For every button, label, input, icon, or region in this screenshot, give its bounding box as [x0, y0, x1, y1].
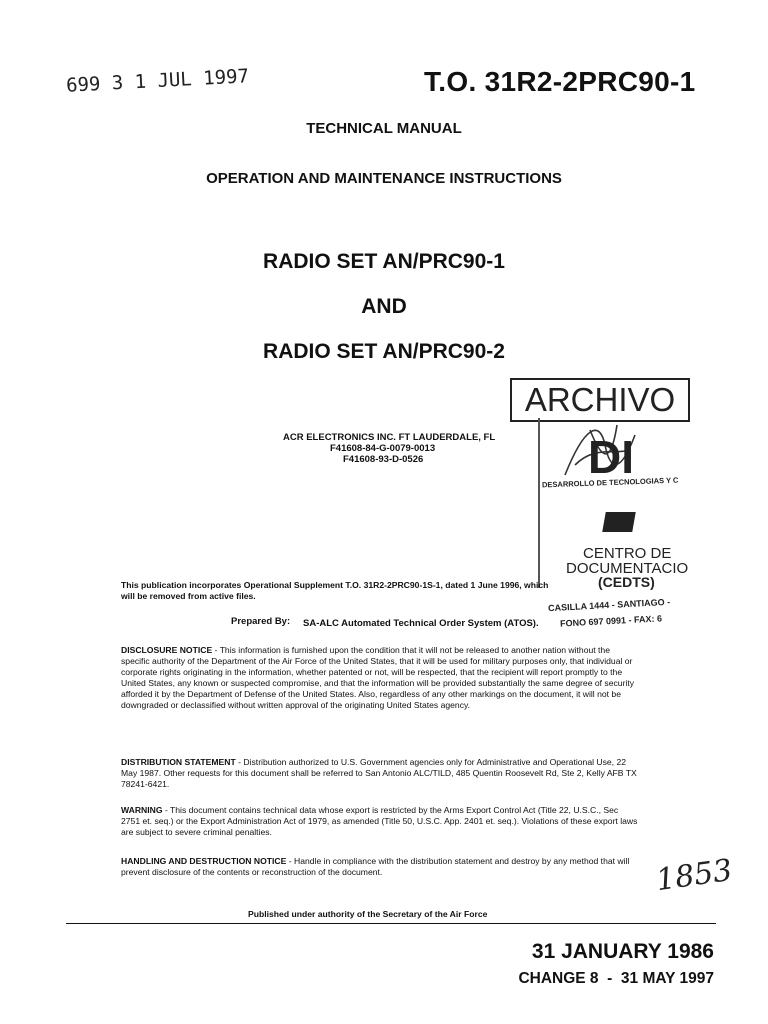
warning-text: - This document contains technical data whose export is restricted by the Arms Export Control Act (Title 22, U.S.C., Sec 2751 et. seq.) or the Export Administration Act of 1979, as amended (Title 50, U.S.C. App. 2401 et. seq.). Violations of these export laws are subject to severe criminal penalties. — [121, 805, 638, 837]
to-number: T.O. 31R2-2PRC90-1 — [424, 66, 696, 97]
stamp-fono: FONO 697 0991 - FAX: 6 — [559, 613, 663, 629]
stamp-desarrollo: DESARROLLO DE TECNOLOGIAS Y C — [541, 475, 679, 490]
warning-notice — [121, 805, 639, 838]
distribution-statement — [121, 757, 639, 790]
disclosure-text: - This information is furnished upon the condition that it will not be released to another nation without the specific authority of the Department of the Air Force of the United States, that it will be used for military purposes only, that individual or corporate rights originating in the information, whether patented or not, will be respected, that the recipient will report promptly to the United States, any known or suspected compromise, and that the information will be provided substantially the same degree of security afforded it by the Department of Defense of the United States. Also, regardless of any other markings on the document, it will not be downgraded or declassified without written approval of the originating United States agency. — [121, 645, 635, 710]
distribution-heading: DISTRIBUTION STATEMENT — [121, 757, 236, 767]
disclosure-notice — [121, 645, 639, 711]
publication-date: 31 JANUARY 1986 — [531, 940, 714, 963]
handling-heading: HANDLING AND DESTRUCTION NOTICE — [121, 856, 287, 866]
contract-number-1: F41608-84-G-0079-0013 — [330, 443, 436, 454]
prepared-by-label: Prepared By: — [231, 616, 291, 627]
change-date: CHANGE 8 - 31 MAY 1997 — [518, 970, 714, 987]
title-radio-set-1: RADIO SET AN/PRC90-1 — [263, 250, 505, 273]
manual-subtitle: OPERATION AND MAINTENANCE INSTRUCTIONS — [206, 170, 562, 187]
stamp-letter: DI — [588, 431, 634, 483]
stamp-documentacion: DOCUMENTACIO — [566, 560, 689, 577]
disclosure-heading: DISCLOSURE NOTICE — [121, 645, 213, 655]
supplement-note: This publication incorporates Operational Supplement T.O. 31R2-2PRC90-1S-1, dated 1 June 1996, which will be removed from active files. — [121, 580, 549, 601]
stamp-ink-mark — [602, 512, 636, 532]
handwritten-date: 699 3 1 JUL 1997 — [65, 65, 250, 97]
stamp-centro: CENTRO DE — [583, 545, 672, 562]
distribution-text: - Distribution authorized to U.S. Government agencies only for Administrative and Operational Use, 22 May 1987. Other requests for this document shall be referred to San Antonio ALC/TILD, 485 Quentin Roosevelt Rd, Ste 2, Kelly AFB TX 78241-6421. — [121, 757, 637, 789]
footer-rule — [66, 923, 716, 924]
handling-text: - Handle in compliance with the distribution statement and destroy by any method that will prevent disclosure of the contents or reconstruction of the document. — [121, 856, 630, 877]
stamp-border — [538, 418, 540, 588]
stamp-cedts: (CEDTS) — [598, 574, 655, 590]
title-and: AND — [361, 295, 407, 318]
title-radio-set-2: RADIO SET AN/PRC90-2 — [263, 340, 505, 363]
contract-number-2: F41608-93-D-0526 — [343, 454, 424, 465]
contractor-name: ACR ELECTRONICS INC. FT LAUDERDALE, FL — [283, 432, 496, 443]
authority-line: Published under authority of the Secretary of the Air Force — [248, 909, 488, 919]
handwritten-number: 1853 — [653, 852, 735, 899]
warning-heading: WARNING — [121, 805, 163, 815]
stamp-casilla: CASILLA 1444 - SANTIAGO - — [547, 596, 671, 614]
prepared-by-value: SA-ALC Automated Technical Order System (ATOS). — [303, 618, 539, 629]
manual-type: TECHNICAL MANUAL — [306, 120, 462, 137]
handling-notice — [121, 856, 639, 878]
archivo-text: ARCHIVO — [524, 381, 676, 418]
